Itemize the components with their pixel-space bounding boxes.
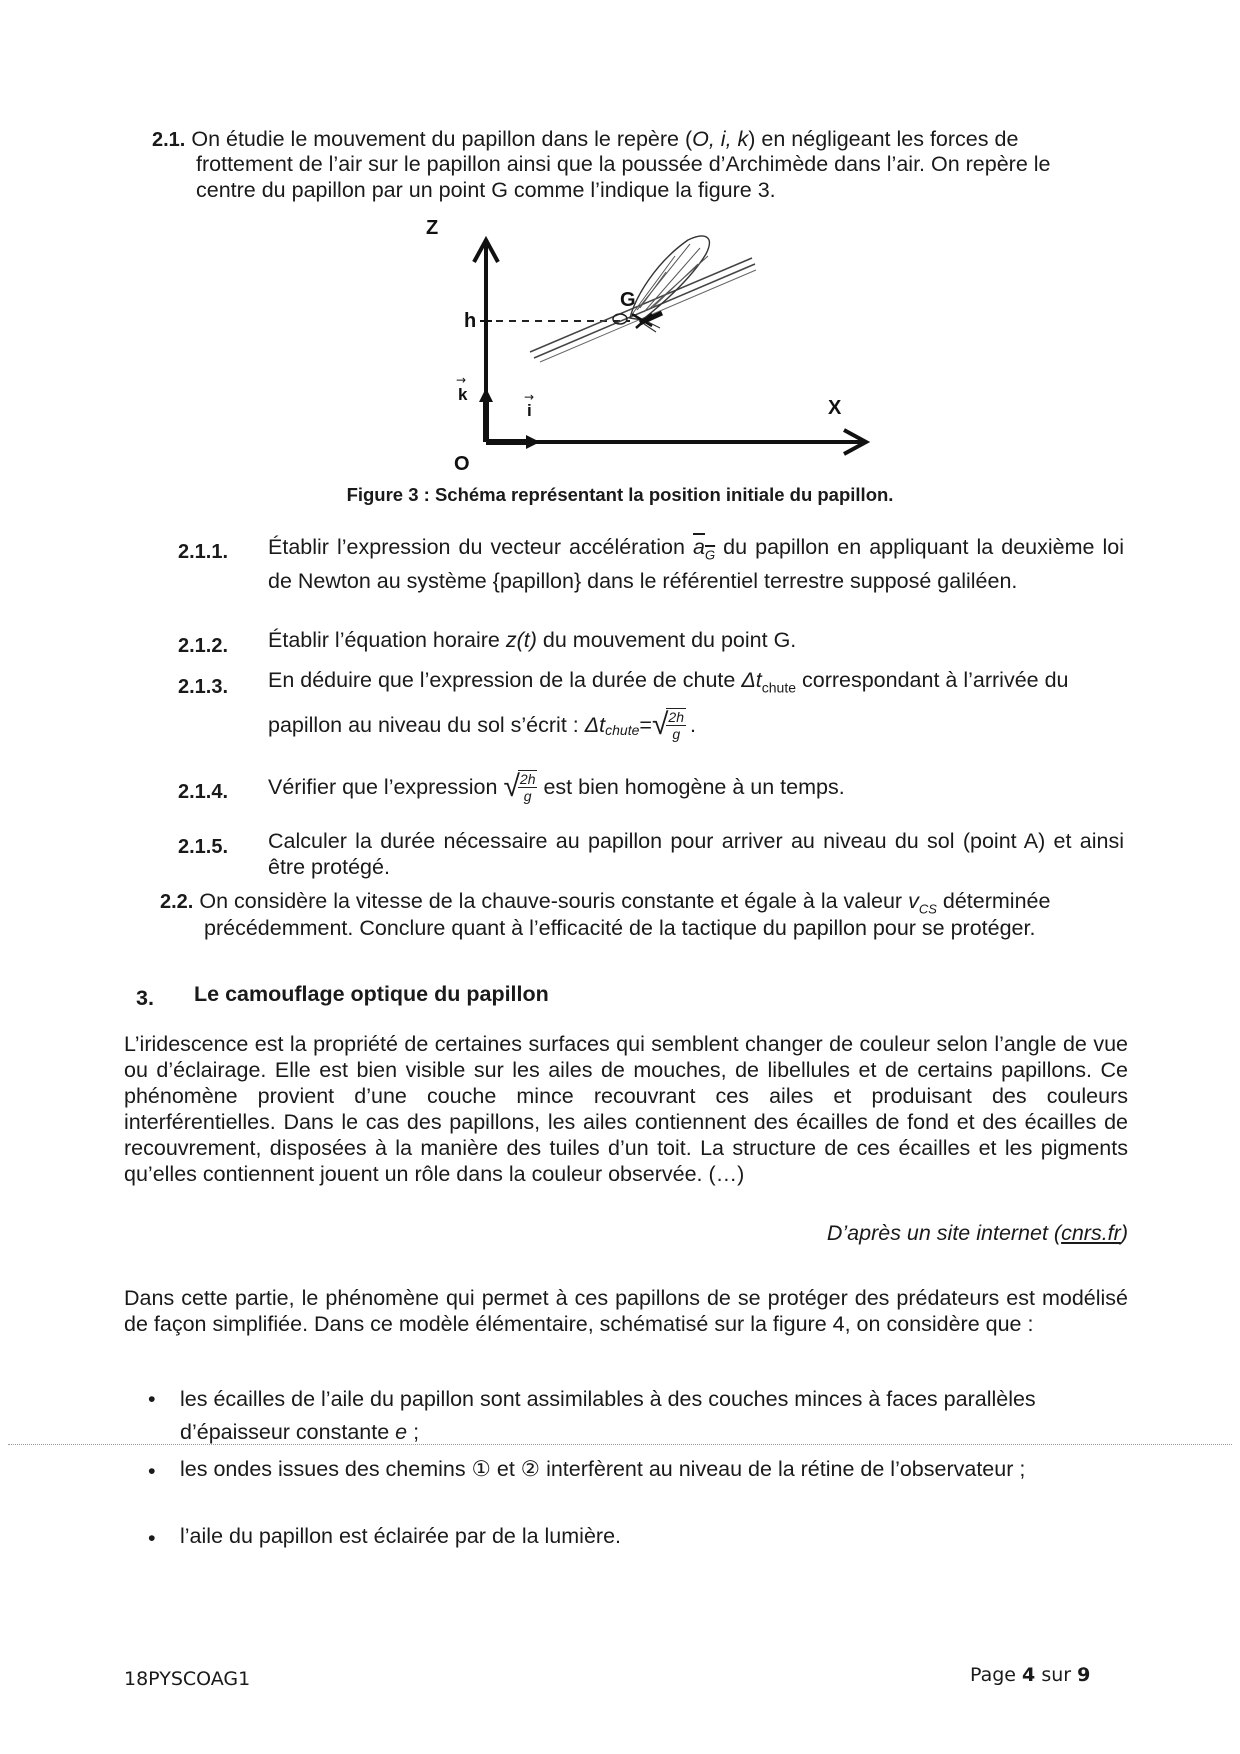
question-2-1-4-number: 2.1.4. [178, 781, 229, 803]
path-2-symbol: ② [520, 1457, 541, 1481]
label-g: G [620, 289, 636, 311]
question-2-1-4-text [268, 762, 1128, 812]
label-x: X [828, 397, 842, 419]
question-2-1-1-text [268, 534, 1124, 594]
question-number: 2.2. [160, 891, 194, 913]
question-text: Établir l’équation horaire [268, 628, 500, 652]
period: . [690, 713, 696, 737]
formula-subscript: chute [605, 722, 640, 738]
paragraph-iridescence: L’iridescence est la propriété de certaines surfaces qui semblent changer de couleur selon l’angle de vue ou d’éclairage. Elle est bien visible sur les ailes de mouches, de libellules et de certains papillons. Ce phénomène provient d’une couche mince recouvrant ces ailes et produisant des couleurs interférentielles. Dans le cas des papillons, les ailes contiennent des écailles de fond et des écailles de recouvrement, disposées à la manière des tuiles d’un toit. La structure de ces écailles et les pigments qu’elles contiennent jouent un rôle dans la couleur observée. (…) [124, 1032, 1128, 1186]
bullet-dot: • [148, 1459, 156, 1483]
bullet-1 [180, 1386, 1130, 1445]
formula-delta-t: Δt [584, 713, 606, 737]
question-2-1-3-line1 [268, 667, 1128, 700]
sqrt-sign: √ [503, 770, 520, 803]
footer-code: 18PYSCOAG1 [124, 1668, 251, 1690]
figure-3-caption: Figure 3 : Schéma représentant la position initiale du papillon. [346, 484, 894, 505]
label-i: i [527, 401, 532, 420]
question-2-1-5-text: Calculer la durée nécessaire au papillon pour arriver au niveau du sol (point A) et ainsi être protégé. [268, 829, 1124, 879]
frame-notation: O, i, k [692, 127, 749, 151]
question-text: On considère la vitesse de la chauve-souris constante et égale à la valeur [199, 889, 903, 913]
delta-t-subscript: chute [761, 679, 796, 696]
bullet-text: et [496, 1457, 515, 1481]
acceleration-vector [693, 535, 716, 563]
question-2-1-line2: frottement de l’air sur le papillon ainsi que la poussée d’Archimède dans l’air. On repère le [196, 152, 1051, 176]
question-2-1-2-number: 2.1.2. [178, 635, 229, 657]
question-text: On étudie le mouvement du papillon dans le repère ( [191, 127, 693, 151]
fraction [666, 709, 686, 742]
question-2-1-line3: centre du papillon par un point G comme l’indique la figure 3. [196, 178, 776, 202]
bullet-1-line1: les écailles de l’aile du papillon sont assimilables à des couches minces à faces parallèles [180, 1387, 1036, 1411]
bullet-end: ; [413, 1420, 420, 1444]
question-2-1-3-number: 2.1.3. [178, 676, 229, 698]
bullet-2 [180, 1456, 1130, 1482]
fraction-denominator: g [672, 726, 681, 742]
bullet-dot: • [148, 1387, 156, 1411]
section-3-number: 3. [136, 986, 154, 1010]
source-suffix: ) [1120, 1221, 1128, 1245]
delta-t-symbol: Δt [741, 668, 762, 692]
path-1-symbol: ① [471, 1457, 491, 1481]
label-h: h [464, 310, 477, 332]
page-number: 4 [1022, 1664, 1036, 1686]
source-prefix: D’après un site internet ( [826, 1221, 1062, 1245]
bullet-text: interfèrent au niveau de la rétine de l’observateur ; [546, 1457, 1026, 1481]
page-fold-divider [8, 1444, 1232, 1445]
source-link[interactable]: cnrs.fr [1061, 1221, 1121, 1245]
bullet-3: l’aile du papillon est éclairée par de la lumière. [180, 1524, 622, 1548]
fraction-numerator: 2h [668, 709, 684, 725]
label-z: Z [426, 217, 439, 239]
question-text: du papillon en appliquant la deuxième loi de Newton au système {papillon} dans le référentiel terrestre supposé galiléen. [268, 535, 1125, 594]
question-text: Vérifier que l’expression [268, 775, 498, 799]
question-2-2-line2: précédemment. Conclure quant à l’efficacité de la tactique du papillon pour se protéger. [204, 916, 1036, 940]
label-i-arrow: → [524, 390, 535, 404]
question-text: est bien homogène à un temps. [543, 775, 845, 799]
question-text: En déduire que l’expression de la durée de chute [268, 668, 736, 692]
butterfly-icon [613, 236, 709, 332]
figure-3-diagram [426, 217, 880, 475]
velocity-symbol: v [908, 889, 919, 913]
bullet-text: d’épaisseur constante [180, 1420, 390, 1444]
fraction-numerator: 2h [519, 771, 536, 787]
fraction [518, 771, 538, 804]
footer-page [970, 1664, 1090, 1686]
sqrt-expression [652, 708, 686, 742]
label-k: k [458, 385, 468, 404]
question-2-1-3-line2 [268, 703, 1128, 747]
question-2-1-2-text [268, 627, 1124, 653]
k-vector-head [479, 388, 493, 402]
label-k-arrow: → [456, 373, 467, 387]
question-text: correspondant à l’arrivée du [801, 668, 1069, 692]
page-sur: sur [1041, 1664, 1072, 1686]
accel-symbol: a [693, 535, 705, 559]
question-2-1-5-number: 2.1.5. [178, 836, 229, 858]
page-total: 9 [1077, 1664, 1091, 1686]
i-vector-head [526, 435, 540, 449]
velocity-subscript: CS [918, 901, 937, 917]
paragraph-model: Dans cette partie, le phénomène qui permet à ces papillons de se protéger des prédateurs est modélisé de façon simplifiée. Dans ce modèle élémentaire, schématisé sur la figure 4, on considère que : [124, 1286, 1128, 1336]
question-text: Établir l’expression du vecteur accélération [268, 535, 685, 559]
sqrt-expression [503, 770, 537, 804]
question-text: papillon au niveau du sol s’écrit : [268, 713, 579, 737]
bullet-dot: • [148, 1526, 156, 1550]
question-text: déterminée [942, 889, 1051, 913]
label-o: O [454, 453, 470, 475]
question-number: 2.1. [152, 129, 186, 151]
section-3-title: Le camouflage optique du papillon [194, 982, 549, 1006]
question-text: ) en négligeant les forces de [748, 127, 1019, 151]
page-prefix: Page [970, 1664, 1016, 1686]
sqrt-sign: √ [651, 708, 669, 741]
function-z-t: z(t) [505, 628, 537, 652]
question-2-1-1-number: 2.1.1. [178, 541, 229, 563]
formula-equals: = [639, 713, 652, 737]
source-citation [827, 1220, 1128, 1246]
question-text: du mouvement du point G. [542, 628, 797, 652]
thickness-variable: e [395, 1420, 408, 1444]
fraction-denominator: g [523, 788, 532, 804]
bullet-text: les ondes issues des chemins [180, 1457, 466, 1481]
accel-subscript: G [704, 547, 716, 563]
question-2-1 [152, 126, 1120, 153]
bullet-1-line2 [180, 1419, 1130, 1445]
